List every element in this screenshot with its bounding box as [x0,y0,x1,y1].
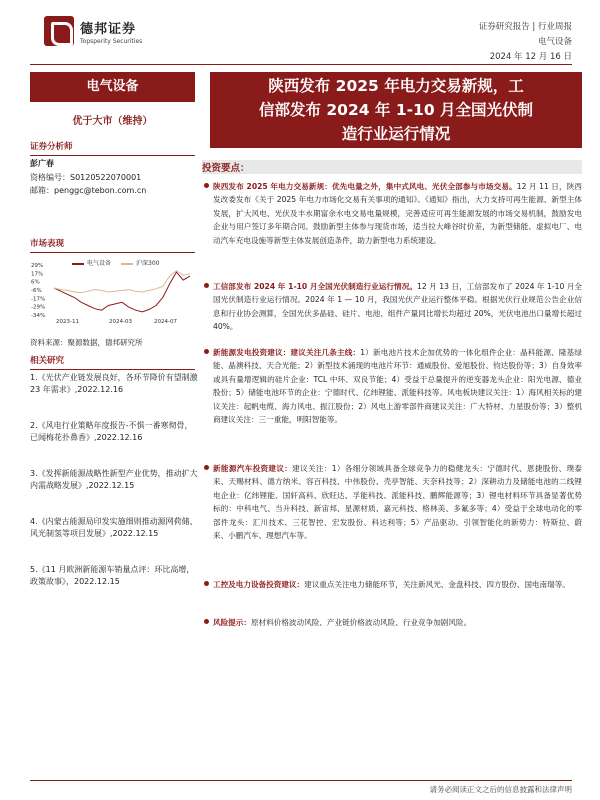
x-tick-label: 2024-07 [154,319,177,325]
title-line-2: 信部发布 2024 年 1-10 月全国光伏制 [258,101,533,119]
related-section-title: 相关研究 [30,354,195,370]
y-tick-label: -6% [31,288,42,294]
report-type: 证券研究报告 | 行业周报 [478,22,572,32]
market-performance-chart [30,255,195,325]
analyst-license: 资格编号：S0120522070001 [30,173,142,182]
bullet-shaanxi: 陕西发布 2025 年电力交易新规：优先电量之外，集中式风电、光伏全部参与市场交易。12 月 11 日，陕西发改委发布《关于 2025 年电力市场化交易有关事项的通知》。《通知》指出，大力支持可再生能源、新型主体发展，扩大风电、光伏及丰水期富余水电交易电量规模，完善适应可再生能源发展的市场交易机制，鼓励发电企业与用户签订多年期合同。鼓励新型主体参与现货市场，适当拉大峰谷时价差，为新型储能、虚拟电厂、电动汽车充电设施等新型主体发展创造条件，助力新型电力系统建设。 [204,180,582,247]
report-date: 2024 年 12 月 16 日 [489,52,572,62]
y-tick-label: -29% [31,304,46,311]
bullet-dot-icon [204,581,209,586]
legend-item-index: 沪深300 [121,258,159,267]
title-line-3: 造行业运行情况 [341,125,451,143]
bullet-miit: 工信部发布 2024 年 1-10 月全国光伏制造行业运行情况。12 月 13 日，工信部发布了 2024 年 1-10 月全国光伏制造行业运行情况。2024 年 1 — 10 月，我国光伏产业运行整体平稳。根据光伏行业规范公告企业信息和行业协会测算，全国光伏多晶硅、硅片、电池、组件产量同比增长均超过 20%，光伏电池出口量增长超过 40%。 [204,280,582,334]
analyst-name: 彭广春 [30,159,54,168]
bullet-industrial-control: 工控及电力设备投资建议：建议重点关注电力储能环节，关注新风光、金盘科技、四方股份、国电南瑞等。 [204,578,582,591]
logo-mark-icon [44,16,74,46]
y-tick-label: -34% [31,313,46,319]
bullet-nev: 新能源汽车投资建议：建议关注：1）各细分领域具备全球竞争力的稳健龙头：宁德时代、恩捷股份、璞泰来、天赐材料、德方纳米、容百科技、中伟股份、壳亭智能、天奈科技等；2）深耕动力及储能电池的二线锂电企业：亿纬锂能、国轩高科、欣旺达、孚能科技、派能科技、鹏辉能源等；3）锂电材料环节具备显著优势标的：中科电气、当升科技、新宙邦、星源材质、嘉元科技、格林美、多氟多等；4）受益于全球电动化的零部件龙头：汇川技术、三花智控、宏发股份、科达利等；5）产品驱动、引领智能化的新势力：特斯拉、蔚来、小鹏汽车、理想汽车等。 [204,462,582,542]
legend-item-sector: 电气设备 [72,258,111,267]
x-tick-label: 2024-03 [109,319,132,325]
y-tick-label: 17% [31,271,44,278]
related-item[interactable]: 4.《内蒙古能源局印发实施细则推动源网荷储、风光制氢等项目发展》,2022.12.15 [30,517,198,538]
footer-divider [30,780,572,781]
related-item[interactable]: 5.《11 月欧洲新能源车销量点评：环比高增，政策故事》，2022.12.15 [30,565,195,586]
related-item[interactable]: 3.《发挥新能源战略性新型产业优势，推动扩大内需战略发展》,2022.12.15 [30,469,198,490]
rating-label: 优于大市（维持） [72,116,153,127]
header-sector: 电气设备 [537,37,572,47]
market-section-title: 市场表现 [30,237,195,253]
bullet-dot-icon [204,619,209,624]
company-logo [44,16,142,46]
x-tick-label: 2023-11 [56,319,79,325]
report-type-block [479,20,572,50]
related-item[interactable]: 1.《光伏产业链发展良好，各环节降价有望制激 23 年需求》,2022.12.16 [30,373,198,394]
key-points-bar [202,160,582,174]
bullet-dot-icon [204,283,209,288]
chart-source: 资料来源：聚源数据，德邦研究所 [30,338,143,347]
bullet-risk: 风险提示：原材料价格波动风险、产业链价格波动风险、行业竞争加剧风险。 [204,616,582,629]
footer-disclaimer[interactable]: 请务必阅读正文之后的信息披露和法律声明 [429,785,572,794]
bullet-dot-icon [204,349,209,354]
report-title [210,72,582,148]
bullet-new-energy: 新能源发电投资建议：建议关注几条主线：1）新电池片技术企加优势的一体化组件企业：晶科能源、隆基绿能、晶澳科技、天合光能；2）新型技术涌现的电池片环节：通威股份、爱旭股份、钧达股份等；3）自身效率或具有量增逻辑的硅片企业：TCL 中环、双良节能；4）受益于总量提升的逆变器龙头企业：阳光电源、德业股份；5）储能电池环节的企业：宁德时代、亿纬锂能、派能科技等。风电板块建议关注：1）海风相关标的建议关注：起帆电缆、海力风电、振江股份；2）风电上游零部件商建议关注：广大特材、力星股份等；3）整机商建议关注：三一重能，明阳智能等。 [204,346,582,426]
related-item[interactable]: 2.《风电行业策略年度报告-不惧一番寒彻骨，已闻梅花扑鼻香》,2022.12.16 [30,421,193,442]
sector-badge: 电气设备 [30,72,195,102]
bullet-dot-icon [204,465,209,470]
key-points-title: 投资要点： [202,163,250,174]
y-tick-label: -17% [31,296,46,303]
header-divider [30,64,572,65]
analyst-section-title: 证券分析师 [30,140,195,156]
y-tick-label: 29% [31,263,44,269]
logo-name-en: Topsperity Securities [80,37,143,45]
analyst-email[interactable]: 邮箱：penggc@tebon.com.cn [30,186,147,195]
logo-name-cn: 德邦证券 [80,21,137,37]
title-line-1: 陕西发布 2025 年电力交易新规，工 [268,77,524,95]
y-tick-label: 6% [31,279,40,286]
series-line-index [54,271,190,293]
bullet-dot-icon [204,183,209,188]
